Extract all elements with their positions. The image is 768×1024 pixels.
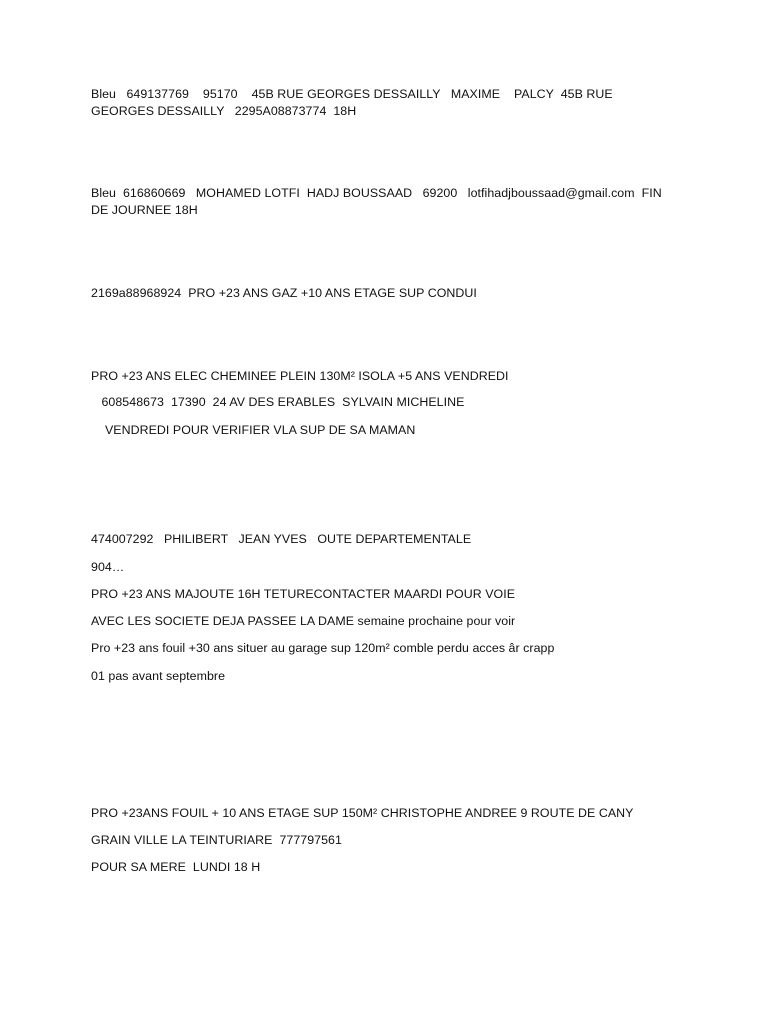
text-line: Bleu 616860669 MOHAMED LOTFI HADJ BOUSSAAD 69200 lotfihadjboussaad@gmail.com FIN DE JOURNEE 18H [91,186,666,217]
text-line: 904… [91,560,125,574]
text-line: 474007292 PHILIBERT JEAN YVES OUTE DEPARTEMENTALE [91,532,472,546]
text-line: GRAIN VILLE LA TEINTURIARE 777797561 [91,833,342,847]
text-line: Bleu 649137769 95170 45B RUE GEORGES DESSAILLY MAXIME PALCY 45B RUE GEORGES DESSAILLY 2295A08873774 18H [91,87,617,118]
text-line: POUR SA MERE LUNDI 18 H [91,860,261,874]
text-line: 2169a88968924 PRO +23 ANS GAZ +10 ANS ETAGE SUP CONDUI [91,286,477,300]
text-line: PRO +23 ANS MAJOUTE 16H TETURECONTACTER MAARDI POUR VOIE [91,587,516,601]
text-line: 01 pas avant septembre [91,669,226,683]
text-line: PRO +23ANS FOUIL + 10 ANS ETAGE SUP 150M² CHRISTOPHE ANDREE 9 ROUTE DE CANY [91,806,634,820]
text-line: Pro +23 ans fouil +30 ans situer au garage sup 120m² comble perdu acces âr crapp [91,641,555,655]
text-line: AVEC LES SOCIETE DEJA PASSEE LA DAME semaine prochaine pour voir [91,614,516,628]
text-line: 608548673 17390 24 AV DES ERABLES SYLVAIN MICHELINE [91,395,465,409]
text-line: PRO +23 ANS ELEC CHEMINEE PLEIN 130M² ISOLA +5 ANS VENDREDI [91,369,509,383]
text-line: VENDREDI POUR VERIFIER VLA SUP DE SA MAMAN [91,423,416,437]
